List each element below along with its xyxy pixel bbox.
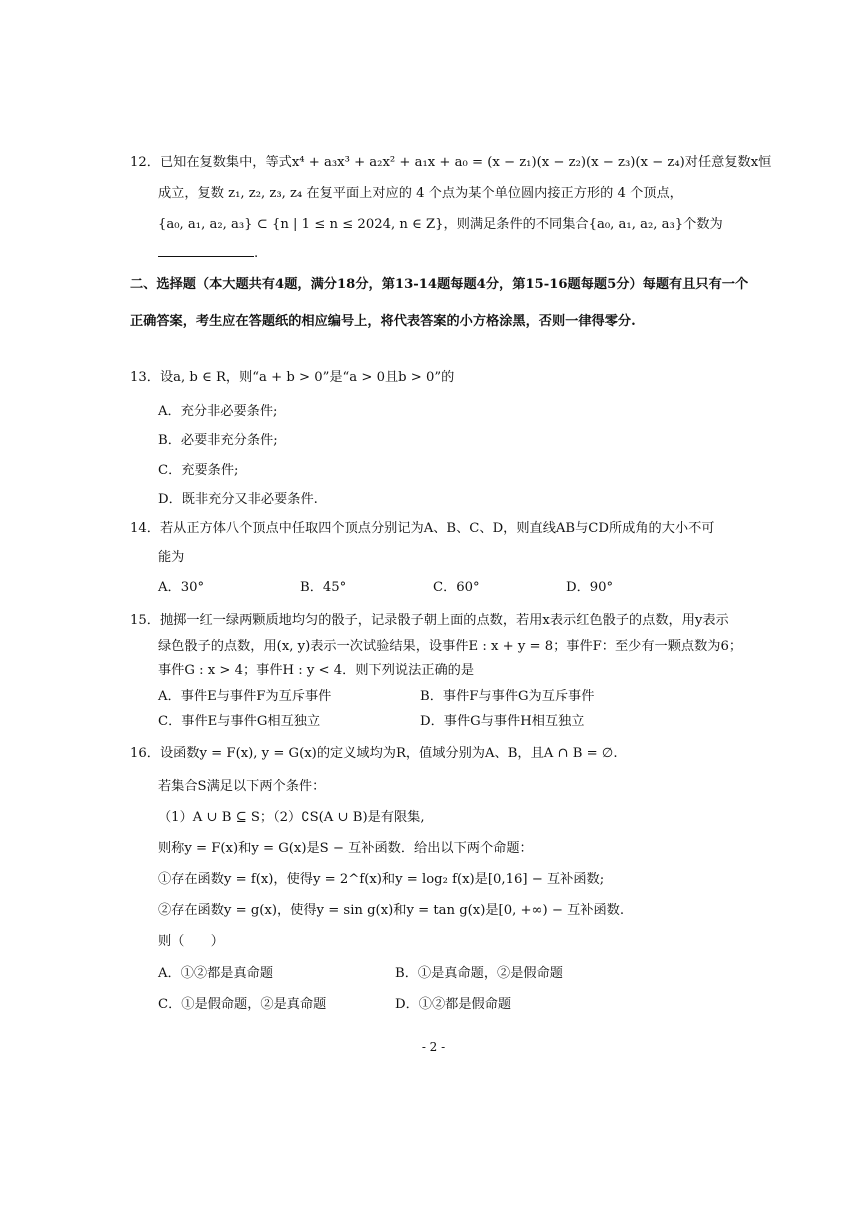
q15-line-3: 事件G : x > 4；事件H : y < 4．则下列说法正确的是 — [158, 663, 475, 678]
q13-option-d: D．既非充分又非必要条件. — [158, 492, 318, 507]
q15-line-1: 15．抛掷一红一绿两颗质地均匀的骰子，记录骰子朝上面的点数，若用x表示红色骰子的点数，用y表示 — [130, 613, 729, 628]
q16-line-7: 则（ ） — [158, 934, 224, 949]
q16-line-4: 则称y = F(x)和y = G(x)是S − 互补函数．给出以下两个命题： — [158, 841, 533, 856]
q16-option-a: A．①②都是真命题 — [158, 966, 274, 981]
section-2-line-1: 二、选择题（本大题共有4题，满分18分，第13-14题每题4分，第15-16题每题5分）每题有且只有一个 — [130, 277, 749, 292]
q16-line-6: ②存在函数y = g(x)，使得y = sin g(x)和y = tan g(x)是[0, +∞) − 互补函数. — [158, 903, 625, 918]
q12-line-3: {a₀, a₁, a₂, a₃} ⊂ {n | 1 ≤ n ≤ 2024, n ∈ Z}，则满足条件的不同集合{a₀, a₁, a₂, a₃}个数为 — [158, 217, 723, 232]
q14-option-c: C．60° — [433, 580, 480, 595]
q16-option-d: D．①②都是假命题 — [395, 997, 512, 1012]
q15-option-c: C．事件E与事件G相互独立 — [158, 714, 321, 729]
q16-line-2: 若集合S满足以下两个条件： — [158, 779, 326, 794]
q16-line-3: （1）A ∪ B ⊆ S；（2）∁S(A ∪ B)是有限集, — [158, 810, 425, 825]
q12-end-period: . — [254, 246, 259, 261]
q13-option-c: C．充要条件; — [158, 463, 239, 478]
q16-option-b: B．①是真命题，②是假命题 — [395, 966, 563, 981]
q15-line-2: 绿色骰子的点数，用(x, y)表示一次试验结果，设事件E : x + y = 8；事件F：至少有一颗点数为6； — [158, 639, 743, 654]
q13-option-a: A．充分非必要条件; — [158, 404, 278, 419]
q14-line-1: 14．若从正方体八个顶点中任取四个顶点分别记为A、B、C、D，则直线AB与CD所成角的大小不可 — [130, 521, 715, 536]
page-number: - 2 - — [421, 1040, 446, 1054]
q13-stem: 13．设a, b ∈ R，则“a + b > 0”是“a > 0且b > 0”的 — [130, 370, 455, 385]
q14-option-a: A．30° — [158, 580, 205, 595]
q15-option-a: A．事件E与事件F为互斥事件 — [158, 689, 332, 704]
q14-option-d: D．90° — [566, 580, 614, 595]
q15-option-d: D．事件G与事件H相互独立 — [420, 714, 585, 729]
q16-line-5: ①存在函数y = f(x)，使得y = 2^f(x)和y = log₂ f(x)是[0,16] − 互补函数; — [158, 872, 605, 887]
q14-option-b: B．45° — [300, 580, 347, 595]
answer-blank — [158, 244, 254, 257]
q13-option-b: B．必要非充分条件; — [158, 433, 278, 448]
section-2-line-2: 正确答案，考生应在答题纸的相应编号上，将代表答案的小方格涂黑，否则一律得零分. — [130, 314, 636, 329]
q15-option-b: B．事件F与事件G为互斥事件 — [420, 689, 595, 704]
q16-option-c: C．①是假命题，②是真命题 — [158, 997, 327, 1012]
q12-line-1: 12．已知在复数集中，等式x⁴ + a₃x³ + a₂x² + a₁x + a₀ = (x − z₁)(x − z₂)(x − z₃)(x − z₄)对任意复数x恒 — [130, 155, 772, 170]
q12-line-2: 成立，复数 z₁, z₂, z₃, z₄ 在复平面上对应的 4 个点为某个单位圆内接正方形的 4 个顶点， — [158, 186, 683, 201]
q12-answer-blank-line — [158, 244, 258, 263]
q14-line-2: 能为 — [158, 550, 185, 565]
q16-line-1: 16．设函数y = F(x), y = G(x)的定义域均为R，值域分别为A、B，且A ∩ B = ∅. — [130, 746, 618, 761]
